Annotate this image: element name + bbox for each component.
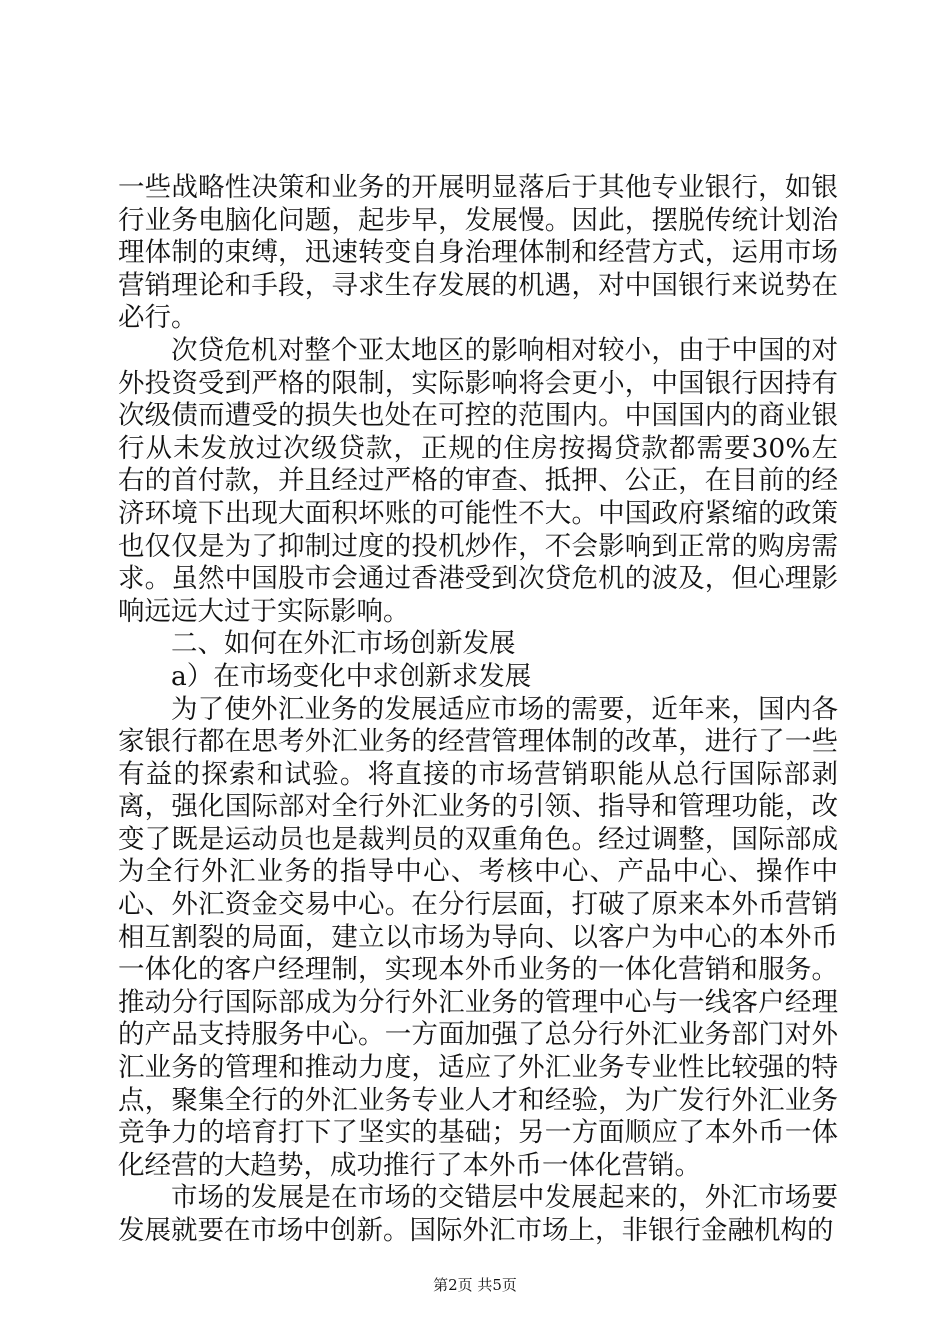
section-heading: 二、如何在外汇市场创新发展 bbox=[171, 628, 516, 660]
paragraph-subprime: 次贷危机对整个亚太地区的影响相对较小，由于中国的对外投资受到严格的限制，实际影响将会更小，中国银行因持有次级债而遭受的损失也处在可控的范围内。中国国内的商业银行从未发放过次级贷款，正规的住房按揭贷款都需要30%左右的首付款，并且经过严格的审查、抵押、公正，在目前的经济环境下出现大面积坏账的可能性不大。中国政府紧缩的政策也仅仅是为了抑制过度的投机炒作，不会影响到正常的购房需求。虽然中国股市会通过香港受到次贷危机的波及，但心理影响远远大过于实际影响。 bbox=[118, 334, 838, 627]
paragraph-reform: 为了使外汇业务的发展适应市场的需要，近年来，国内各家银行都在思考外汇业务的经营管理体制的改革，进行了一些有益的探索和试验。将直接的市场营销职能从总行国际部剥离，强化国际部对全行外汇业务的引领、指导和管理功能，改变了既是运动员也是裁判员的双重角色。经过调整，国际部成为全行外汇业务的指导中心、考核中心、产品中心、操作中心、外汇资金交易中心。在分行层面，打破了原来本外币营销相互割裂的局面，建立以市场为导向、以客户为中心的本外币一体化的客户经理制，实现本外币业务的一体化营销和服务。推动分行国际部成为分行外汇业务的管理中心与一线客户经理的产品支持服务中心。一方面加强了总分行外汇业务部门对外汇业务的管理和推动力度，适应了外汇业务专业性比较强的特点，聚集全行的外汇业务专业人才和经验，为广发行外汇业务竞争力的培育打下了坚实的基础；另一方面顺应了本外币一体化经营的大趋势，成功推行了本外币一体化营销。 bbox=[118, 693, 838, 1181]
body-text bbox=[118, 172, 838, 1248]
subsection-heading: a）在市场变化中求创新求发展 bbox=[171, 660, 532, 692]
paragraph-continuation: 一些战略性决策和业务的开展明显落后于其他专业银行，如银行业务电脑化问题，起步早，发展慢。因此，摆脱传统计划治理体制的束缚，迅速转变自身治理体制和经营方式，运用市场营销理论和手段，寻求生存发展的机遇，对中国银行来说势在必行。 bbox=[118, 172, 838, 334]
paragraph-market: 市场的发展是在市场的交错层中发展起来的，外汇市场要发展就要在市场中创新。国际外汇市场上，非银行金融机构的 bbox=[118, 1182, 838, 1246]
page-footer: 第2页 共5页 bbox=[433, 1276, 517, 1294]
